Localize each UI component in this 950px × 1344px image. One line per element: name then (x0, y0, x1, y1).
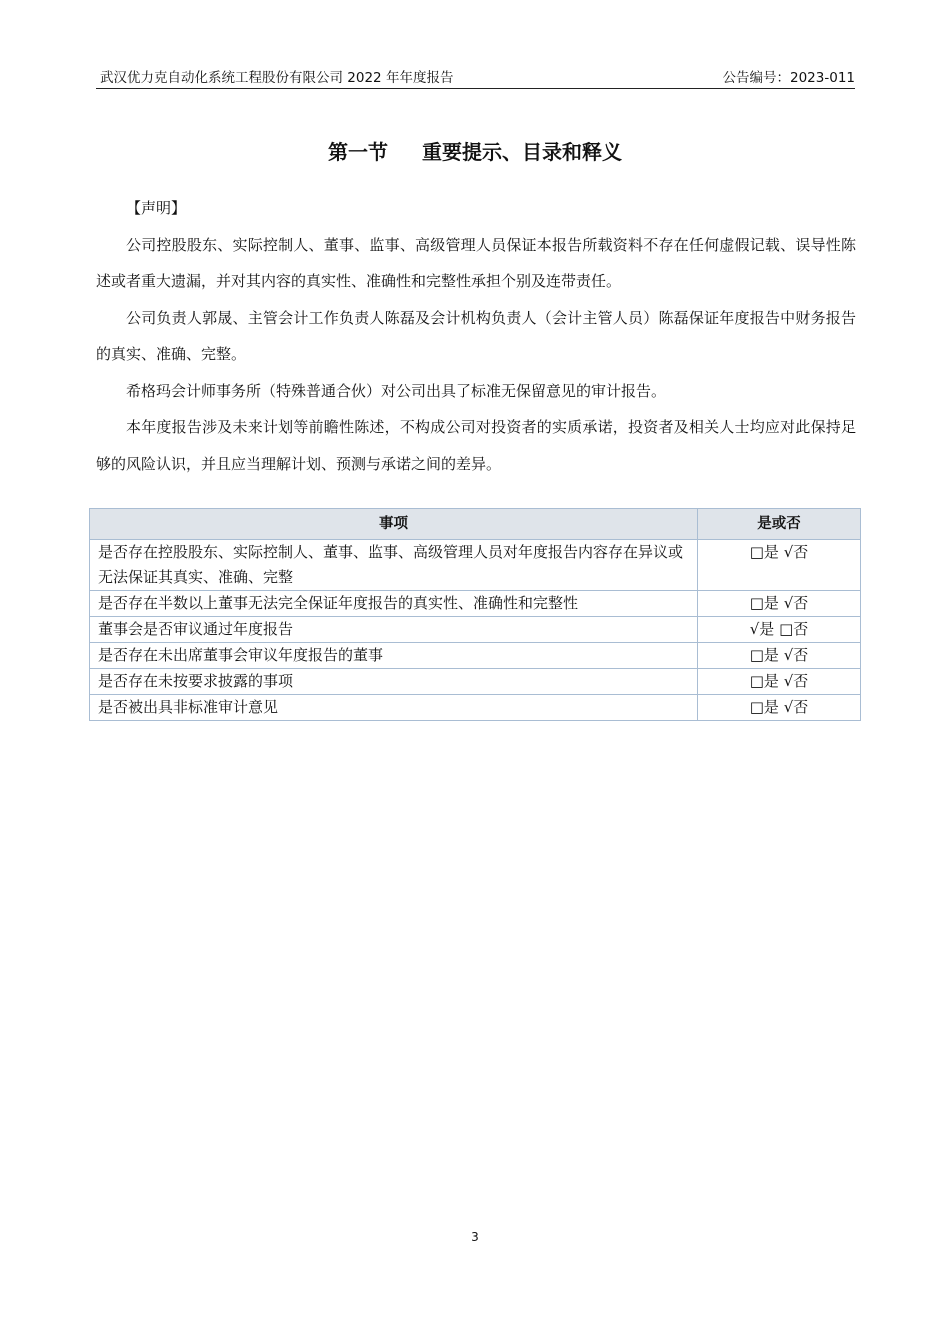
paragraph: 希格玛会计师事务所（特殊普通合伙）对公司出具了标准无保留意见的审计报告。 (126, 381, 667, 400)
paragraph: 本年度报告涉及未来计划等前瞻性陈述，不构成公司对投资者的实质承诺，投资者及相关人士均应对此保持足够的风险认识，并且应当理解计划、预测与承诺之间的差异。 (96, 418, 856, 473)
section-name: 重要提示、目录和释义 (422, 140, 622, 164)
table-row (90, 540, 861, 591)
item-cell: 是否被出具非标准审计意见 (90, 695, 698, 721)
answer-cell: □是 √否 (698, 669, 861, 695)
declaration-body (96, 190, 856, 482)
table-row (90, 643, 861, 669)
section-number: 第一节 (328, 140, 388, 164)
answer-cell: □是 √否 (698, 695, 861, 721)
header-item: 事项 (90, 509, 698, 540)
answer-cell: □是 √否 (698, 643, 861, 669)
header-announcement-number: 公告编号：2023-011 (722, 70, 855, 86)
item-cell: 董事会是否审议通过年度报告 (90, 617, 698, 643)
item-cell: 是否存在半数以上董事无法完全保证年度报告的真实性、准确性和完整性 (90, 591, 698, 617)
answer-cell: □是 √否 (698, 591, 861, 617)
header-report-title: 武汉优力克自动化系统工程股份有限公司 2022 年年度报告 (100, 70, 454, 86)
paragraph: 公司控股股东、实际控制人、董事、监事、高级管理人员保证本报告所载资料不存在任何虚假记载、误导性陈述或者重大遗漏，并对其内容的真实性、准确性和完整性承担个别及连带责任。 (96, 235, 856, 290)
table-header-row (90, 509, 861, 540)
table-row (90, 617, 861, 643)
page-header (96, 66, 855, 89)
answer-cell: □是 √否 (698, 540, 861, 591)
paragraph: 公司负责人郭晟、主管会计工作负责人陈磊及会计机构负责人（会计主管人员）陈磊保证年度报告中财务报告的真实、准确、完整。 (96, 308, 856, 363)
answer-cell: √是 □否 (698, 617, 861, 643)
item-cell: 是否存在控股股东、实际控制人、董事、监事、高级管理人员对年度报告内容存在异议或无法保证其真实、准确、完整 (90, 540, 698, 591)
header-yes-no: 是或否 (698, 509, 861, 540)
confirmation-table (89, 508, 861, 721)
table-row (90, 695, 861, 721)
page-number: 3 (471, 1230, 479, 1244)
declaration-heading: 【声明】 (126, 199, 187, 217)
item-cell: 是否存在未出席董事会审议年度报告的董事 (90, 643, 698, 669)
table-row (90, 669, 861, 695)
item-cell: 是否存在未按要求披露的事项 (90, 669, 698, 695)
section-title (0, 136, 950, 165)
table-row (90, 591, 861, 617)
